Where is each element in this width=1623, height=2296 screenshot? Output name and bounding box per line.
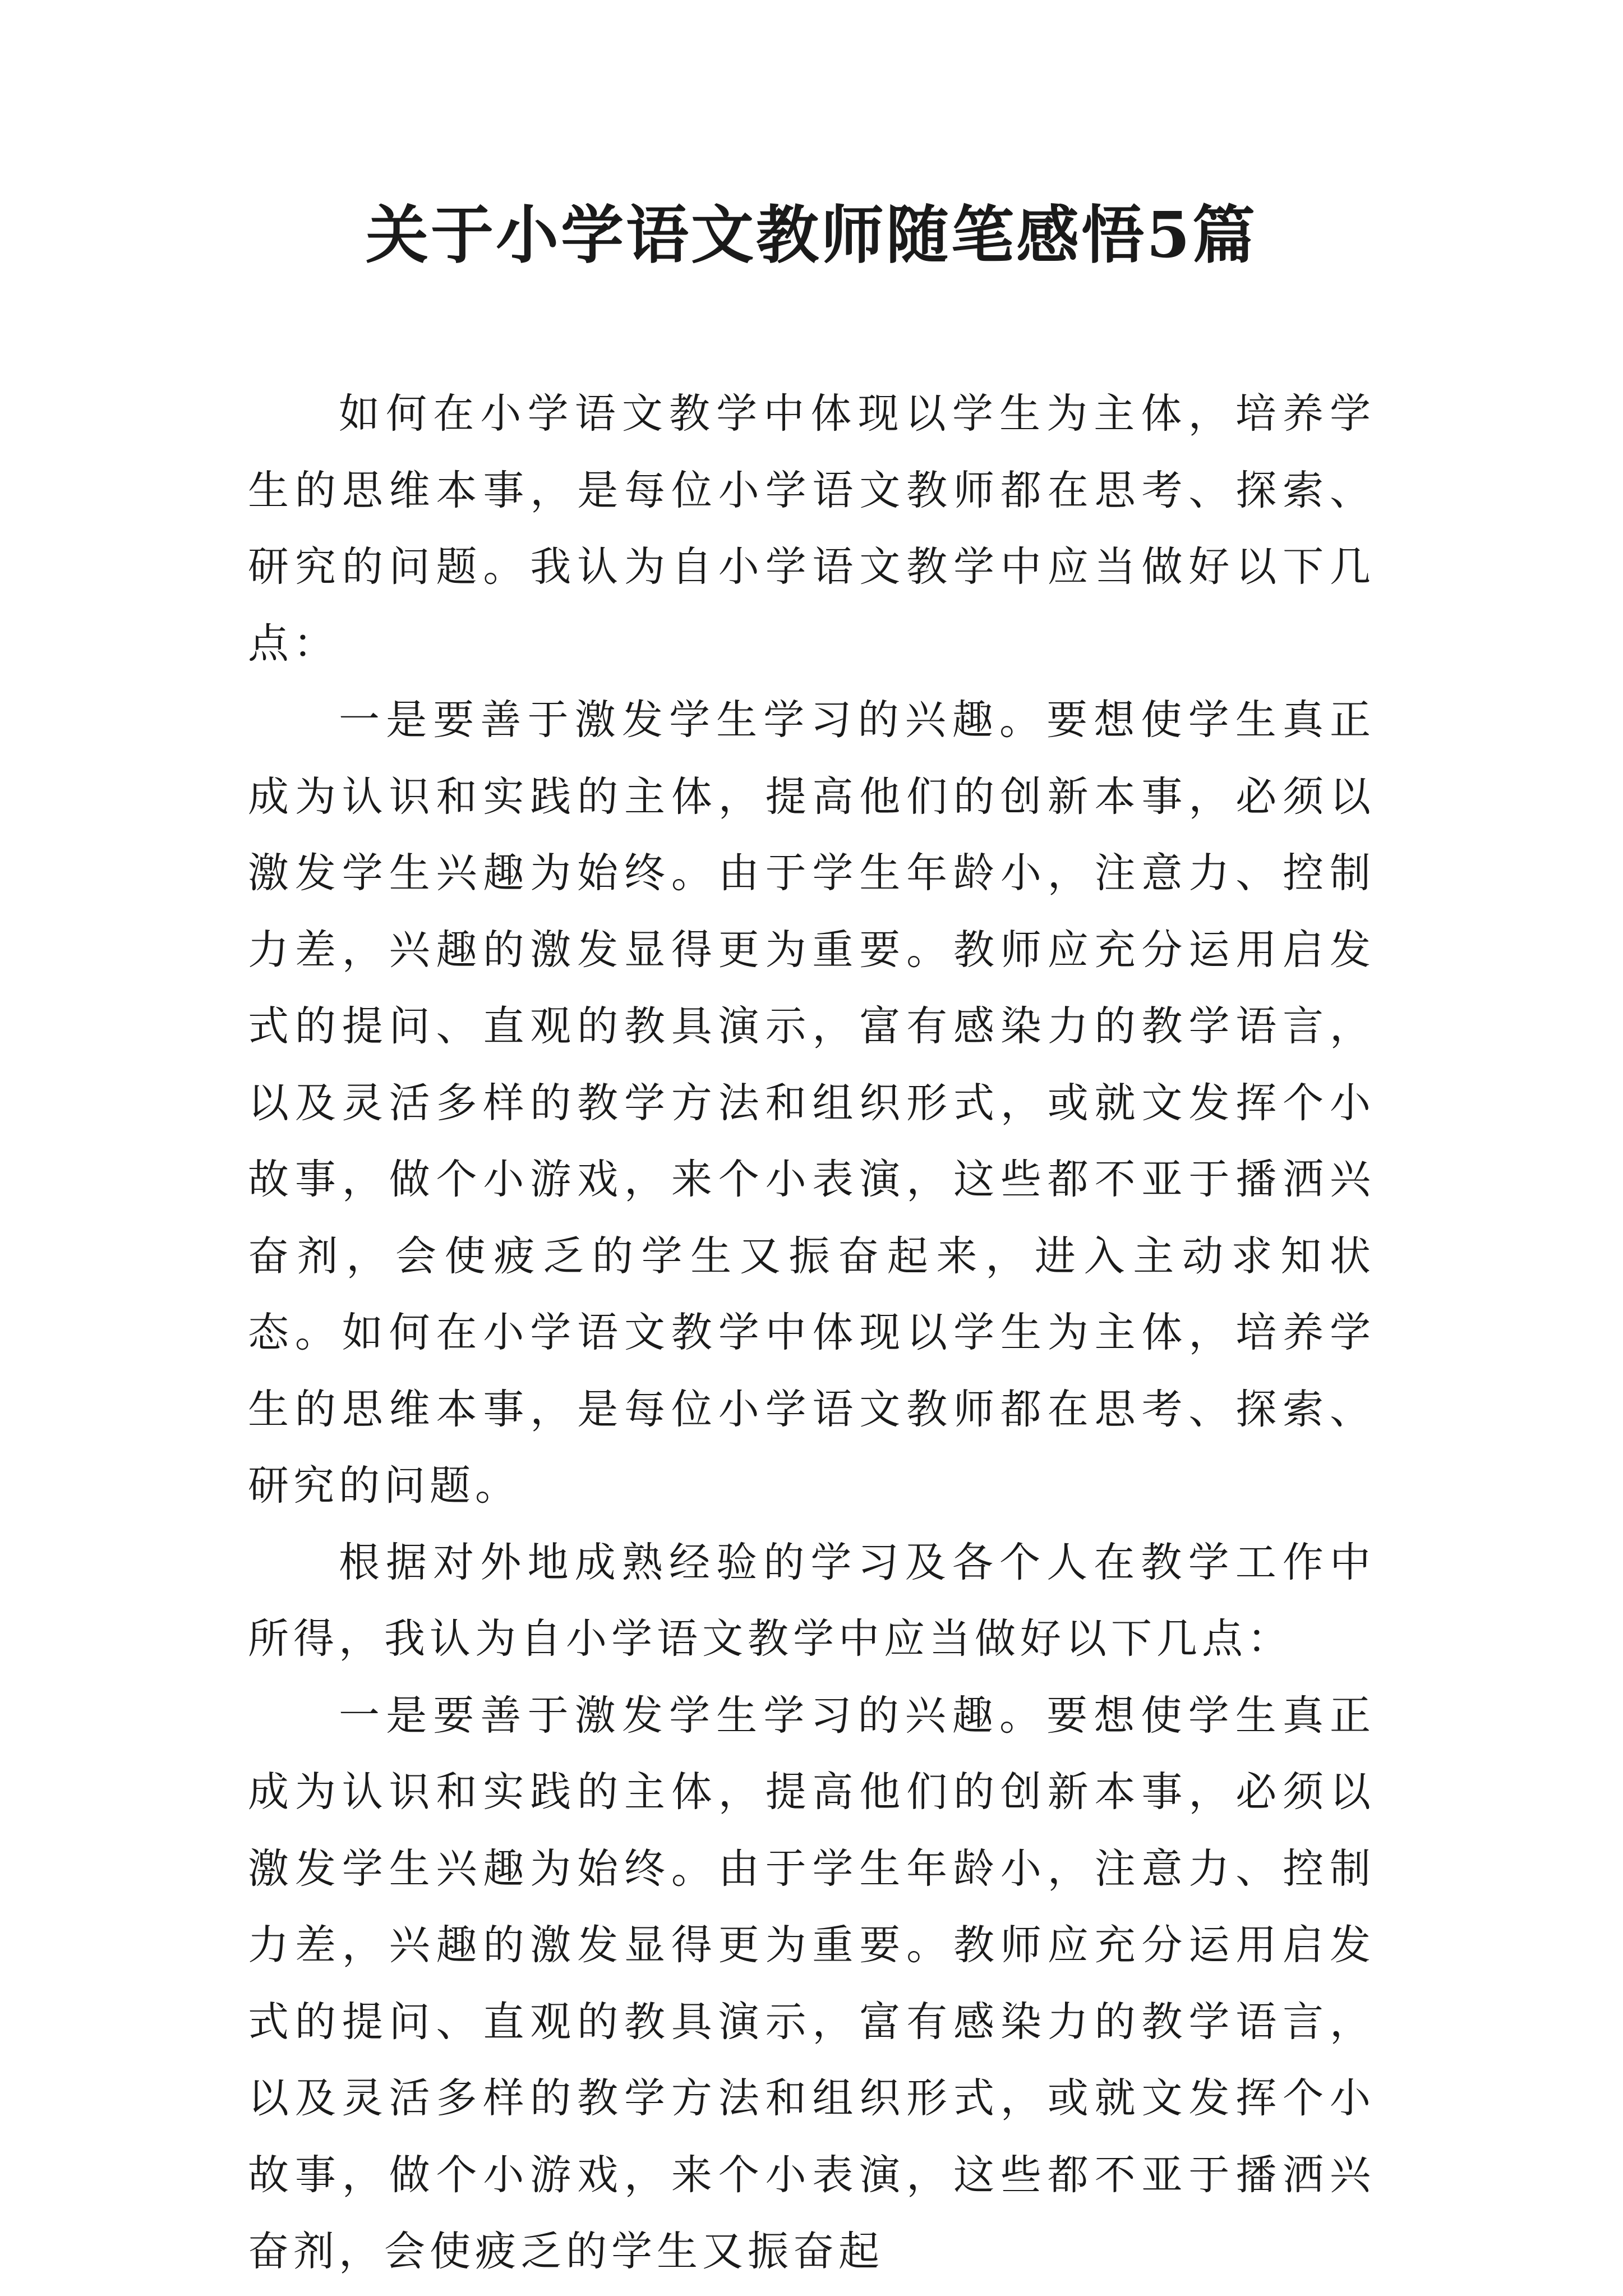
paragraph-4: 一是要善于激发学生学习的兴趣。要想使学生真正成为认识和实践的主体，提高他们的创新本事，必须以激发学生兴趣为始终。由于学生年龄小，注意力、控制力差，兴趣的激发显得更为重要。教师应充分运用启发式的提问、直观的教具演示，富有感染力的教学语言，以及灵活多样的教学方法和组织形式，或就文发挥个小故事，做个小游戏，来个小表演，这些都不亚于播洒兴奋剂，会使疲乏的学生又振奋起 (248, 1691, 1375, 2275)
document-title: 关于小学语文教师随笔感悟5篇 (366, 199, 1257, 272)
paragraph-1: 如何在小学语文教学中体现以学生为主体，培养学生的思维本事，是每位小学语文教师都在思考、探索、研究的问题。我认为自小学语文教学中应当做好以下几点： (248, 390, 1375, 668)
paragraph-3: 根据对外地成熟经验的学习及各个人在教学工作中所得，我认为自小学语文教学中应当做好以下几点： (248, 1538, 1375, 1663)
document-body (248, 376, 1375, 2290)
paragraph-2: 一是要善于激发学生学习的兴趣。要想使学生真正成为认识和实践的主体，提高他们的创新本事，必须以激发学生兴趣为始终。由于学生年龄小，注意力、控制力差，兴趣的激发显得更为重要。教师应充分运用启发式的提问、直观的教具演示，富有感染力的教学语言，以及灵活多样的教学方法和组织形式，或就文发挥个小故事，做个小游戏，来个小表演，这些都不亚于播洒兴奋剂，会使疲乏的学生又振奋起来，进入主动求知状态。如何在小学语文教学中体现以学生为主体，培养学生的思维本事，是每位小学语文教师都在思考、探索、研究的问题。 (248, 696, 1375, 1510)
